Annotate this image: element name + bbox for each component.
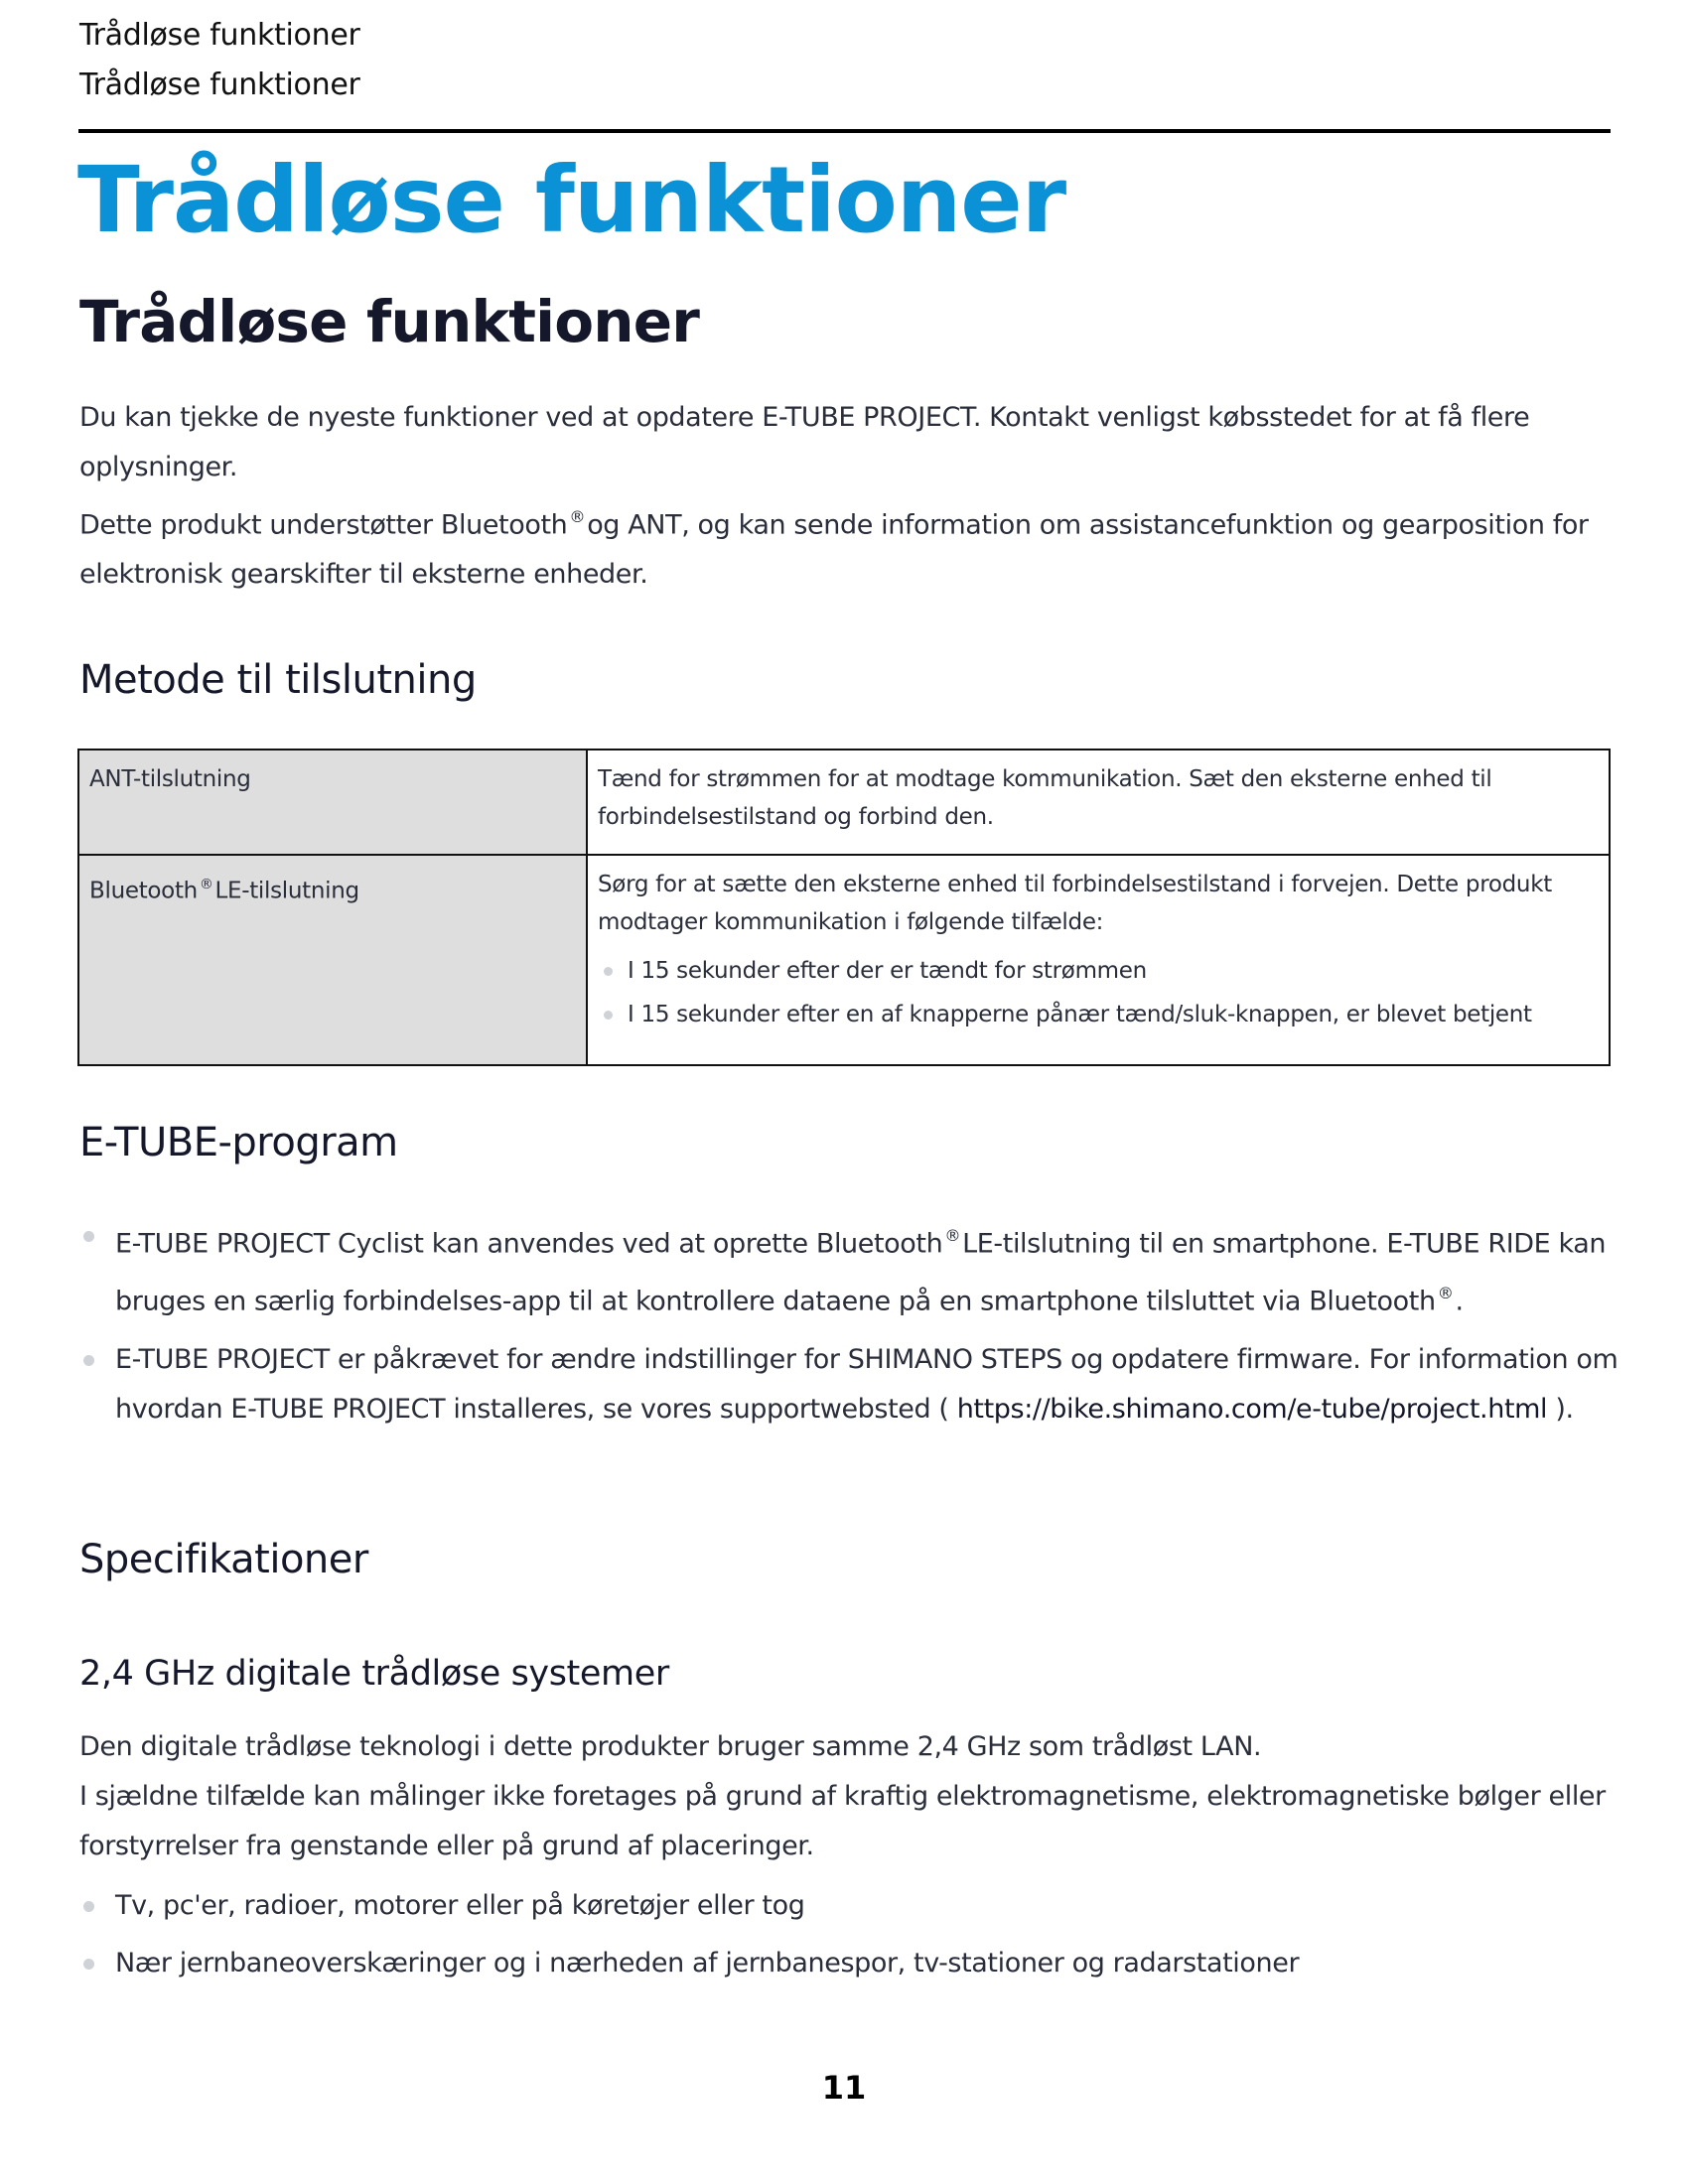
table-cell-value: Tænd for strømmen for at modtage kommunikation. Sæt den eksterne enhed til forbindelsestilstand og forbind den. [587,750,1610,855]
bullet-dot-icon [83,1355,94,1366]
list-item [598,993,1599,1036]
page-number: 11 [821,2069,867,2107]
running-header-line-2: Trådløse funktioner [79,68,360,102]
list-item [598,949,1599,993]
list-item-text: I 15 sekunder efter der er tændt for strømmen [628,958,1147,984]
intro-p2-text-b: og ANT, og kan sende information om assistancefunktion og gearposition for elektronisk gearskifter til eksterne enheder. [79,509,1589,591]
table-cell-value [587,855,1610,1065]
page-title: Trådløse funktioner [77,147,1066,253]
bullet-dot-icon [604,1011,613,1020]
specs-paragraph-1: Den digitale trådløse teknologi i dette produkter bruger samme 2,4 GHz som trådløst LAN. [79,1731,1262,1762]
list-item-text: E-TUBE PROJECT er påkrævet for ændre indstillinger for SHIMANO STEPS og opdatere firmware. For information om hvordan E-TUBE PROJECT installeres, se vores supportwebsted ( [115,1343,1618,1425]
specs-content [79,1722,1628,1988]
registered-mark: ® [199,877,213,892]
header-rule [78,129,1611,133]
cell-description: Sørg for at sætte den eksterne enhed til forbindelsestilstand i forvejen. Dette produkt modtager kommunikation i følgende tilfælde: [598,872,1552,935]
table-row [78,750,1610,855]
bullet-dot-icon [83,1901,94,1912]
registered-mark: ® [569,507,586,526]
list-item-text: I 15 sekunder efter en af knapperne pånær tænd/sluk-knappen, er blevet betjent [628,1002,1532,1027]
intro-text [79,393,1628,600]
list-item-text: LE-tilslutning til en smartphone. E-TUBE RIDE kan bruges en særlig forbindelses-app til at kontrollere dataene på en smartphone tilsluttet via Bluetooth [115,1228,1607,1317]
list-item-text: ). [1555,1393,1574,1425]
specs-heading: Specifikationer [79,1537,368,1582]
bullet-dot-icon [83,1231,94,1242]
table-cell-label: ANT-tilslutning [78,750,587,855]
registered-mark: ® [944,1226,961,1245]
list-item [79,1335,1628,1434]
list-item-text: Nær jernbaneoverskæringer og i nærheden af jernbanespor, tv-stationer og radarstationer [115,1948,1300,1979]
etube-content [79,1211,1628,1434]
running-header-line-1: Trådløse funktioner [79,18,360,53]
list-item-text: . [1455,1286,1464,1317]
specs-paragraph-2: I sjældne tilfælde kan målinger ikke foretages på grund af kraftig elektromagnetisme, elektromagnetiske bølger eller forstyrrelser fra genstande eller på grund af placeringer. [79,1781,1606,1861]
intro-paragraph-1: Du kan tjekke de nyeste funktioner ved at opdatere E-TUBE PROJECT. Kontakt venligst købsstedet for at få flere oplysninger. [79,402,1530,482]
table-row [78,855,1610,1065]
registered-mark: ® [1437,1284,1454,1303]
cell-bullet-list [598,949,1599,1036]
bullet-dot-icon [83,1959,94,1970]
connection-heading: Metode til tilslutning [79,657,477,703]
support-website-link[interactable]: https://bike.shimano.com/e-tube/project.html [956,1393,1548,1425]
intro-paragraph-2 [79,492,1628,600]
label-text-b: LE-tilslutning [214,878,359,904]
connection-table [77,749,1611,1066]
etube-heading: E-TUBE-program [79,1120,398,1165]
bullet-dot-icon [604,967,613,976]
intro-p2-text-a: Dette produkt understøtter Bluetooth [79,509,568,541]
list-item [79,1939,1628,1988]
table-cell-label [78,855,587,1065]
specs-subheading: 2,4 GHz digitale trådløse systemer [79,1654,669,1694]
list-item [79,1211,1628,1327]
etube-bullet-list [79,1211,1628,1434]
label-text-a: Bluetooth [89,878,198,904]
specs-bullet-list [79,1881,1628,1988]
list-item-text: Tv, pc'er, radioer, motorer eller på køretøjer eller tog [115,1890,805,1921]
list-item-text: E-TUBE PROJECT Cyclist kan anvendes ved at oprette Bluetooth [115,1228,943,1260]
section-title: Trådløse funktioner [79,288,700,355]
list-item [79,1881,1628,1931]
